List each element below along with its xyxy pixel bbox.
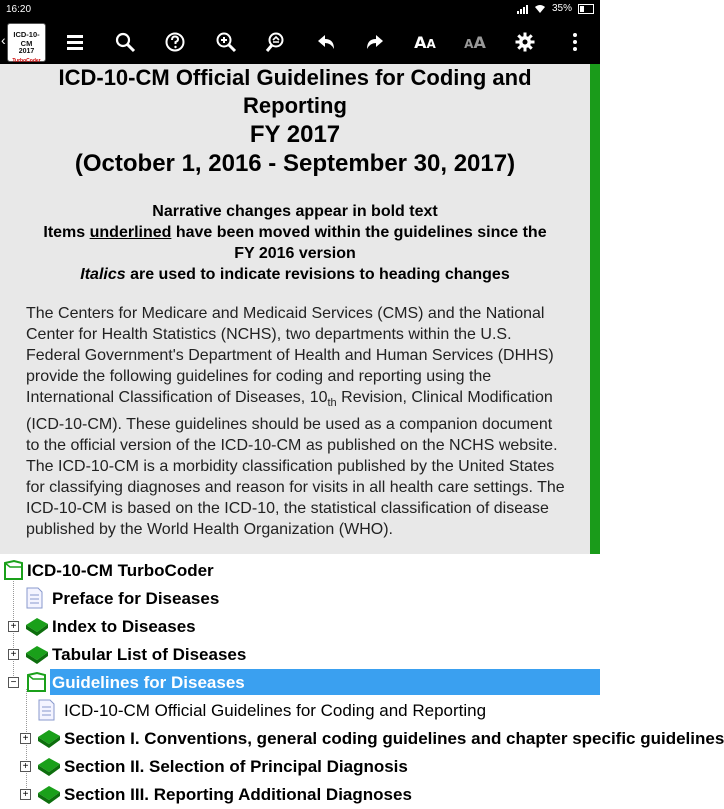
tree-item-section-2[interactable] (0, 753, 600, 781)
document-body: The Centers for Medicare and Medicaid Services (CMS) and the National Center for Health Statistics (NCHS), two departments within the U.S. Federal Government's Department of Health and Human Services (DHHS) provide the following guidelines for coding and reporting using the International Classification of Diseases, $10_{th}$ Revision, Clinical Modification (ICD-10-CM). These guidelines should be used as a companion document to the official version of the ICD-10-CM as published on the NCHS website. The ICD-10-CM is a morbidity classification published by the United States for classifying diagnoses and reason for visits in all health care settings. The ICD-10-CM is based on the ICD-10, the statistical classification of disease published by the World Health Organization (WHO). (26, 305, 565, 539)
tree-label: Index to Diseases (52, 617, 196, 636)
navigation-tree (0, 554, 724, 804)
status-icons (517, 3, 594, 14)
zoom-in-button[interactable] (212, 28, 240, 56)
search-icon (114, 31, 136, 53)
tree-label: ICD-10-CM TurboCoder (27, 561, 214, 580)
redo-arrow-icon (364, 31, 386, 53)
tree-label: Guidelines for Diseases (52, 673, 245, 692)
green-book-icon (37, 755, 61, 777)
redo-button[interactable] (361, 28, 389, 56)
back-chevron-icon[interactable]: ‹ (1, 32, 6, 48)
wifi-icon (534, 4, 546, 14)
font-large-icon: AA (414, 32, 436, 52)
list-icon (64, 31, 86, 53)
revision-notes (0, 201, 590, 285)
toolbar (0, 20, 600, 64)
expand-icon[interactable]: + (8, 649, 19, 660)
tree-item-index[interactable] (0, 613, 600, 641)
collapse-icon[interactable]: − (8, 677, 19, 688)
font-increase-button[interactable] (411, 28, 439, 56)
tree-item-section-3[interactable] (0, 781, 600, 809)
more-vertical-icon (564, 31, 586, 53)
gear-icon (514, 31, 536, 53)
title-line: Reporting (243, 93, 347, 118)
title-line: FY 2017 (249, 121, 341, 148)
note-line: Narrative changes appear in bold text (152, 203, 438, 220)
green-book-icon (25, 615, 49, 637)
tree-item-tabular[interactable] (0, 641, 600, 669)
document-page-icon (22, 587, 46, 609)
title-line: ICD-10-CM Official Guidelines for Coding and (58, 65, 532, 90)
overflow-menu-button[interactable] (561, 28, 589, 56)
expand-icon[interactable]: + (20, 789, 31, 800)
tree-label: ICD-10-CM Official Guidelines for Coding and Reporting (64, 701, 487, 720)
expand-icon[interactable]: + (20, 761, 31, 772)
tree-label: Section III. Reporting Additional Diagnoses (64, 785, 412, 804)
settings-button[interactable] (511, 28, 539, 56)
document-page-icon (34, 699, 58, 721)
open-folder-icon (2, 559, 26, 581)
note-line: Italics are used to indicate revisions to heading changes (80, 266, 510, 283)
zoom-fit-icon (265, 31, 287, 53)
logo-line3: TurboCoder (12, 58, 41, 64)
note-line: FY 2016 version (234, 245, 356, 262)
tree-label: Section II. Selection of Principal Diagnosis (64, 757, 408, 776)
expand-icon[interactable]: + (20, 733, 31, 744)
tree-item-root[interactable] (0, 557, 600, 585)
tree-item-guidelines[interactable] (0, 669, 600, 697)
green-book-icon (37, 783, 61, 805)
undo-arrow-icon (315, 31, 337, 53)
app-logo[interactable] (7, 23, 46, 62)
document-view[interactable] (0, 64, 590, 554)
help-icon (164, 31, 186, 53)
expand-icon[interactable]: + (8, 621, 19, 632)
tree-label: Tabular List of Diseases (52, 645, 247, 664)
help-button[interactable] (161, 28, 189, 56)
green-book-icon (25, 643, 49, 665)
signal-icon (517, 4, 528, 14)
zoom-fit-button[interactable] (262, 28, 290, 56)
status-time: 16:20 (6, 4, 32, 15)
green-book-icon (37, 727, 61, 749)
tree-label: Preface for Diseases (52, 589, 220, 608)
battery-icon (578, 4, 594, 14)
tree-label: Section I. Conventions, general coding guidelines and chapter specific guidelines (64, 729, 724, 748)
title-line: (October 1, 2016 - September 30, 2017) (74, 150, 516, 177)
status-bar (0, 0, 600, 20)
battery-percent: 35% (551, 3, 572, 14)
tree-item-section-1[interactable] (0, 725, 724, 753)
zoom-in-icon (215, 31, 237, 53)
undo-button[interactable] (312, 28, 340, 56)
logo-line2: 2017 (18, 48, 35, 55)
font-decrease-button[interactable] (461, 28, 489, 56)
toc-button[interactable] (61, 28, 89, 56)
note-line: Items underlined have been moved within the guidelines since the (43, 224, 547, 241)
document-scrollbar[interactable] (590, 64, 600, 554)
tree-item-official-guidelines[interactable] (0, 697, 600, 725)
open-book-icon (25, 671, 49, 693)
document-title (0, 64, 590, 178)
search-button[interactable] (111, 28, 139, 56)
font-small-icon: AA (464, 32, 486, 52)
tree-item-preface[interactable] (0, 585, 600, 613)
logo-line1: ICD-10-CM (13, 30, 40, 48)
